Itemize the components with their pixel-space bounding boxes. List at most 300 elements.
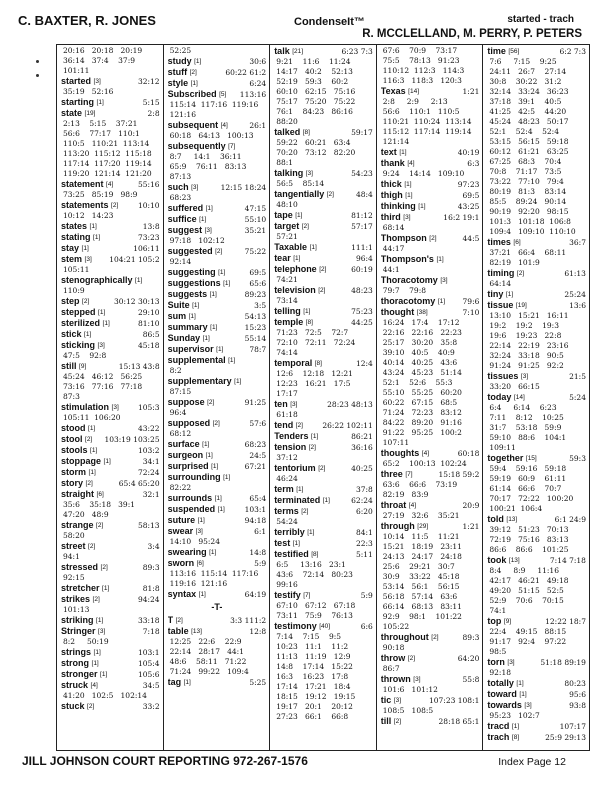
entry-count: [3] xyxy=(195,528,203,535)
entry-count: [3] xyxy=(97,342,105,349)
index-entry xyxy=(168,333,267,344)
entry-ref-line: 110:9 xyxy=(63,286,85,295)
entry-word xyxy=(61,402,138,413)
entry-count: [3] xyxy=(393,697,402,704)
index-entry xyxy=(274,506,373,527)
entry-term: throw xyxy=(380,653,406,663)
entry-line xyxy=(61,275,160,286)
entry-line xyxy=(168,300,267,311)
entry-term: television xyxy=(274,285,316,295)
entry-ref-line: 100:21 106:4 xyxy=(489,504,543,513)
entry-count: [1] xyxy=(89,223,97,230)
entry-line xyxy=(381,716,480,727)
entry-first-refs: 54:23 xyxy=(351,169,373,178)
entry-ref-line: 75:5 78:13 91:23 xyxy=(382,56,460,65)
entry-word xyxy=(381,674,463,685)
entry-term: Thompson's xyxy=(380,254,434,264)
entry-first-refs: 65:4 xyxy=(249,494,267,503)
entry-ref-line: 101:11 xyxy=(63,66,90,75)
entry-line xyxy=(381,158,480,169)
entry-line xyxy=(381,632,480,643)
entry-term: stem xyxy=(61,254,83,264)
entry-count: [7] xyxy=(303,592,311,599)
index-entry xyxy=(168,418,267,439)
entry-ref-line: 68:12 xyxy=(169,429,192,438)
entry-word xyxy=(381,716,439,727)
entry-ref-line: 65:9 76:11 83:13 xyxy=(169,162,247,171)
entry-line xyxy=(168,141,267,152)
entry-line xyxy=(168,289,267,300)
entry-term: suggests xyxy=(167,289,208,299)
entry-count: [1] xyxy=(292,540,300,547)
entry-count: [2] xyxy=(318,465,326,472)
entry-count: [2] xyxy=(308,444,316,451)
entry-term: suggest xyxy=(167,225,203,235)
entry-line xyxy=(61,340,160,351)
entry-first-refs: 12:15 18:24 xyxy=(220,183,267,192)
entry-ref-line: 86:7 xyxy=(382,664,400,673)
entry-ref-line: 35:6 35:18 39:1 xyxy=(63,500,135,509)
entry-count: [1] xyxy=(198,591,206,598)
entry-term: together xyxy=(487,453,524,463)
entry-first-refs: 69:5 xyxy=(249,268,267,277)
entry-first-refs: 3:3 111:2 xyxy=(230,616,267,625)
entry-word xyxy=(168,67,226,78)
entry-ref-line: 25:17 30:20 35:8 xyxy=(382,338,458,347)
entry-first-refs: 113:16 xyxy=(239,90,267,99)
entry-term: stronger xyxy=(61,669,98,679)
entry-ref-line: 67:10 67:12 67:18 xyxy=(276,601,356,610)
entry-word xyxy=(61,221,143,232)
entry-ref-line: 32:14 33:24 36:23 xyxy=(489,87,569,96)
entry-count: [3] xyxy=(440,277,448,284)
index-entry xyxy=(168,439,267,450)
entry-term: Stringer xyxy=(61,626,96,636)
entry-first-refs: 75:23 xyxy=(351,307,373,316)
entry-line xyxy=(61,647,160,658)
entry-word xyxy=(487,732,545,743)
entry-word xyxy=(61,658,138,669)
index-entry xyxy=(61,254,160,275)
index-entry xyxy=(381,500,480,521)
entry-ref-line: 37:18 39:1 40:5 xyxy=(489,97,562,106)
entry-count: [2] xyxy=(207,399,215,406)
entry-word xyxy=(61,489,143,500)
entry-ref-line: 45:24 48:23 50:17 xyxy=(489,117,569,126)
entry-first-refs: 86:21 xyxy=(351,432,373,441)
entry-ref-line: 60:22 67:15 68:5 xyxy=(382,398,458,407)
entry-first-refs: 44:5 xyxy=(462,234,480,243)
entry-line xyxy=(381,179,480,190)
entry-term: thigh xyxy=(380,190,403,200)
entry-term: sum xyxy=(167,311,187,321)
entry-first-refs: 80:23 xyxy=(564,679,586,688)
index-entry xyxy=(381,190,480,201)
entry-first-refs: 57:17 xyxy=(351,222,373,231)
entry-word xyxy=(487,689,569,700)
entry-word xyxy=(168,439,245,450)
entry-term: suggested xyxy=(167,246,213,256)
entry-word xyxy=(61,307,138,318)
entry-ref-line: 105:11 xyxy=(63,265,90,274)
entry-line xyxy=(168,677,267,688)
entry-word xyxy=(274,221,351,232)
entry-ref-line: 87:3 xyxy=(63,392,80,401)
entry-term: tear xyxy=(274,253,291,263)
entry-count: [3] xyxy=(204,227,212,234)
index-entry xyxy=(168,547,267,558)
entry-line xyxy=(487,237,586,248)
entry-term: stimulation xyxy=(61,402,110,412)
index-entry xyxy=(168,461,267,472)
entry-term: strange xyxy=(61,520,94,530)
entry-first-refs: 60:18 xyxy=(457,449,480,458)
index-entry xyxy=(487,721,586,732)
index-entry xyxy=(274,358,373,399)
index-entry xyxy=(61,647,160,658)
entry-word xyxy=(381,275,480,286)
entry-first-refs: 32:1 xyxy=(142,490,160,499)
entry-word xyxy=(168,203,245,214)
entry-line xyxy=(168,120,267,131)
index-entry xyxy=(274,253,373,264)
entry-line xyxy=(487,689,586,700)
entry-count: [1] xyxy=(295,212,303,219)
entry-count: [40] xyxy=(319,623,331,630)
entry-count: [6] xyxy=(196,560,204,567)
entry-line xyxy=(381,233,480,244)
entry-count: [38] xyxy=(416,309,428,316)
entry-ref-line: 10:12 14:23 xyxy=(63,211,114,220)
entry-word xyxy=(274,442,351,453)
entry-first-refs: 103:19 103:25 xyxy=(104,435,160,444)
entry-first-refs: 67:21 xyxy=(244,462,267,471)
index-column xyxy=(164,45,271,750)
entry-line xyxy=(61,489,160,500)
entry-ref-line: 60:10 62:15 75:16 xyxy=(276,87,356,96)
entry-word xyxy=(61,361,119,372)
entry-count: [1] xyxy=(210,324,218,331)
entry-first-refs: 30:12 30:13 xyxy=(113,297,160,306)
entry-word xyxy=(487,453,569,464)
entry-term: suppose xyxy=(167,397,205,407)
index-entry xyxy=(168,493,267,504)
entry-term: supervisor xyxy=(167,344,214,354)
entry-ref-line: 14:10 95:24 xyxy=(169,537,220,546)
entry-line xyxy=(168,504,267,515)
entry-ref-line: 30:8 30:22 31:2 xyxy=(489,77,562,86)
entry-term: Subscribed xyxy=(167,89,217,99)
entry-term: third xyxy=(380,212,401,222)
entry-term: Texas xyxy=(380,86,406,96)
entry-line xyxy=(61,626,160,637)
entry-term: sterilized xyxy=(61,318,101,328)
index-entry xyxy=(168,203,267,214)
entry-word xyxy=(61,445,138,456)
index-entry xyxy=(61,361,160,402)
index-entry xyxy=(61,626,160,647)
entry-count: [1] xyxy=(309,244,317,251)
entry-word xyxy=(168,504,245,515)
entry-term: statement xyxy=(61,179,104,189)
entry-ref-line: 109:11 xyxy=(489,443,516,452)
entry-word xyxy=(168,558,255,569)
entry-first-refs: 95:6 xyxy=(569,690,586,699)
index-entry xyxy=(61,402,160,423)
entry-word xyxy=(61,541,148,552)
entry-line xyxy=(168,461,267,472)
entry-count: [3] xyxy=(84,256,92,263)
entry-line xyxy=(487,514,586,525)
entry-word xyxy=(168,278,250,289)
entry-term: time xyxy=(487,46,506,56)
index-entry xyxy=(61,541,160,562)
entry-ref-line: 12:6 12:18 12:21 xyxy=(276,369,353,378)
entry-term: straight xyxy=(61,489,95,499)
index-entry xyxy=(487,657,586,678)
entry-word xyxy=(61,329,143,340)
index-entry xyxy=(274,590,373,621)
entry-term: suggestions xyxy=(167,278,221,288)
index-entry xyxy=(381,521,480,632)
entry-count: [19] xyxy=(515,302,527,309)
entry-ref-line: 36:14 37:4 37:9 xyxy=(63,56,135,65)
index-entry xyxy=(61,489,160,520)
entry-first-refs: 36:16 xyxy=(351,443,373,452)
entry-line xyxy=(61,445,160,456)
entry-count: [1] xyxy=(293,255,301,262)
entry-ref-line: 121:14 xyxy=(382,137,410,146)
footer-page-number: Index Page 12 xyxy=(498,756,566,768)
entry-count: [1] xyxy=(192,302,200,309)
entry-ref-line: 85:5 89:24 90:14 xyxy=(489,197,567,206)
entry-ref-line: 60:18 64:13 100:13 xyxy=(169,131,254,140)
entry-ref-line: 27:23 66:1 66:8 xyxy=(276,712,349,721)
entry-line xyxy=(61,221,160,232)
index-entry xyxy=(381,86,480,147)
entry-first-refs: 21:5 xyxy=(569,372,586,381)
entry-count: [8] xyxy=(311,551,319,558)
entry-term: thought xyxy=(380,307,415,317)
index-entry xyxy=(487,616,586,657)
entry-line xyxy=(168,344,267,355)
entry-line xyxy=(168,515,267,526)
index-entry xyxy=(274,399,373,420)
entry-ref-line: 71:23 72:5 72:7 xyxy=(276,328,349,337)
index-entry xyxy=(274,621,373,722)
entry-first-refs: 69:5 xyxy=(462,191,480,200)
entry-ref-line: 22:16 22:16 22:23 xyxy=(382,328,462,337)
entry-term: throat xyxy=(380,500,407,510)
index-entry xyxy=(487,371,586,392)
entry-ref-line: 98:5 xyxy=(489,647,507,656)
entry-count: [3] xyxy=(191,184,199,191)
entry-line xyxy=(168,214,267,225)
entry-word xyxy=(61,520,138,531)
entry-first-refs: 16:2 19:1 xyxy=(443,213,480,222)
entry-line xyxy=(61,232,160,243)
entry-term: target xyxy=(274,221,300,231)
entry-count: [1] xyxy=(100,671,108,678)
index-entry xyxy=(168,120,267,141)
entry-word xyxy=(168,78,250,89)
index-entry xyxy=(61,669,160,680)
entry-count: [1] xyxy=(209,291,217,298)
entry-word xyxy=(168,141,267,152)
entry-line xyxy=(168,267,267,278)
entry-ref-line: 80:19 81:3 83:14 xyxy=(489,187,567,196)
index-entry xyxy=(61,434,160,445)
entry-ref-line: 91:17 92:4 97:22 xyxy=(489,637,567,646)
entry-word xyxy=(61,318,138,329)
entry-ref-line: 59:19 60:9 61:11 xyxy=(489,474,567,483)
entry-ref-line: 47:5 92:8 xyxy=(63,351,107,360)
entry-count: [1] xyxy=(88,425,96,432)
entry-term: suggesting xyxy=(167,267,216,277)
index-entry xyxy=(168,300,267,311)
entry-line xyxy=(381,653,480,664)
entry-ref-line: 63:6 66:6 73:19 xyxy=(382,480,458,489)
index-entry xyxy=(487,678,586,689)
entry-ref-line: 96:4 xyxy=(169,408,187,417)
entry-first-refs: 81:8 xyxy=(142,584,160,593)
index-entry xyxy=(61,221,160,232)
entry-term: suspended xyxy=(167,504,216,514)
entry-line xyxy=(274,168,373,179)
entry-ref-line: 105:11 106:20 xyxy=(63,413,121,422)
entry-first-refs: 93:8 xyxy=(569,701,586,710)
index-entry xyxy=(487,237,586,268)
entry-term: Thoracotomy xyxy=(380,275,438,285)
entry-line xyxy=(168,78,267,89)
entry-first-refs: 51:18 89:19 xyxy=(540,658,586,667)
entry-first-refs: 3:5 xyxy=(254,301,267,310)
entry-ref-line: 87:15 xyxy=(169,387,192,396)
entry-ref-line: 65:2 100:13 102:24 xyxy=(382,459,467,468)
entry-line xyxy=(487,555,586,566)
index-entry xyxy=(381,275,480,296)
entry-term: street xyxy=(61,541,86,551)
entry-line xyxy=(487,721,586,732)
index-entry xyxy=(61,340,160,361)
entry-term: surface xyxy=(167,439,200,449)
entry-word xyxy=(61,467,138,478)
entry-first-refs: 107:17 xyxy=(559,722,586,731)
entry-word xyxy=(381,254,480,265)
entry-ref-line: 11:13 11:19 12:9 xyxy=(276,652,351,661)
entry-word xyxy=(274,168,351,179)
entry-count: [2] xyxy=(212,420,220,427)
entry-ref-line: 10:23 11:1 11:2 xyxy=(276,642,349,651)
entry-ref-line: 37:21 66:4 68:11 xyxy=(489,248,567,257)
entry-count: [4] xyxy=(407,160,415,167)
entry-word xyxy=(61,478,119,489)
entry-line xyxy=(274,506,373,517)
index-entry xyxy=(168,526,267,547)
entry-ref-line: 119:20 121:14 121:20 xyxy=(63,169,152,178)
header-range: started - trach xyxy=(507,14,574,25)
entry-word xyxy=(487,289,564,300)
entry-line xyxy=(168,311,267,322)
entry-first-refs: 29:10 xyxy=(137,308,160,317)
entry-first-refs: 65:6 xyxy=(249,279,267,288)
entry-word xyxy=(487,237,569,248)
entry-term: trach xyxy=(487,732,510,742)
entry-count: [1] xyxy=(93,649,101,656)
entry-count: [1] xyxy=(197,517,205,524)
entry-line xyxy=(168,493,267,504)
entry-term: surrounds xyxy=(167,493,213,503)
entry-first-refs: 6:6 xyxy=(360,622,373,631)
entry-term: temporal xyxy=(274,358,313,368)
entry-line xyxy=(487,392,586,403)
entry-term: stating xyxy=(61,232,91,242)
entry-term: till xyxy=(380,716,392,726)
entry-word xyxy=(274,420,322,431)
entry-first-refs: 44:25 xyxy=(351,318,373,327)
entry-word xyxy=(487,678,564,689)
entry-count: [5] xyxy=(219,91,227,98)
entry-first-refs: 47:15 xyxy=(244,204,267,213)
entry-ref-line: 101:6 101:12 xyxy=(382,685,438,694)
index-entry xyxy=(381,147,480,158)
entry-term: stuff xyxy=(167,67,188,77)
entry-term: suture xyxy=(167,515,196,525)
entry-ref-line: 45:24 46:12 56:25 xyxy=(63,372,143,381)
entry-first-refs: 6:20 xyxy=(355,507,373,516)
index-entry xyxy=(61,275,160,296)
entry-word xyxy=(168,214,245,225)
entry-first-refs: 22:3 xyxy=(355,539,373,548)
entry-term: tracd xyxy=(487,721,510,731)
entry-first-refs: 36:7 xyxy=(569,238,586,247)
entry-first-refs: 7:10 xyxy=(462,308,480,317)
index-entry xyxy=(61,680,160,701)
entry-line xyxy=(274,264,373,275)
entry-ref-line: 74:1 xyxy=(489,606,507,615)
entry-word xyxy=(61,275,160,286)
entry-first-refs: 1:21 xyxy=(462,87,480,96)
entry-first-refs: 26:1 xyxy=(249,121,267,130)
entry-first-refs: 43:25 xyxy=(457,202,480,211)
entry-line xyxy=(168,56,267,67)
entry-count: [1] xyxy=(218,269,226,276)
entry-word xyxy=(61,179,138,190)
entry-line xyxy=(274,189,373,200)
index-entry xyxy=(168,311,267,322)
entry-ref-line: 66:14 68:13 83:11 xyxy=(382,602,462,611)
entry-line xyxy=(61,200,160,211)
entry-line xyxy=(381,275,480,286)
entry-ref-line: 110:21 110:24 113:14 xyxy=(382,117,472,126)
entry-count: [8] xyxy=(305,319,313,326)
index-entry xyxy=(61,467,160,478)
entry-line xyxy=(61,669,160,680)
entry-word xyxy=(487,300,569,311)
entry-term: strings xyxy=(61,647,92,657)
entry-count: [7] xyxy=(405,471,413,478)
entry-word xyxy=(168,589,245,600)
entry-count: [2] xyxy=(431,634,439,641)
entry-word xyxy=(168,547,250,558)
entry-first-refs: 33:18 xyxy=(137,616,160,625)
entry-line xyxy=(381,674,480,685)
index-entry xyxy=(168,515,267,526)
entry-ref-line: 88:20 xyxy=(276,117,298,126)
entry-ref-line: 108:5 108:5 xyxy=(382,706,434,715)
entry-count: [1] xyxy=(96,617,104,624)
entry-line xyxy=(168,615,267,626)
